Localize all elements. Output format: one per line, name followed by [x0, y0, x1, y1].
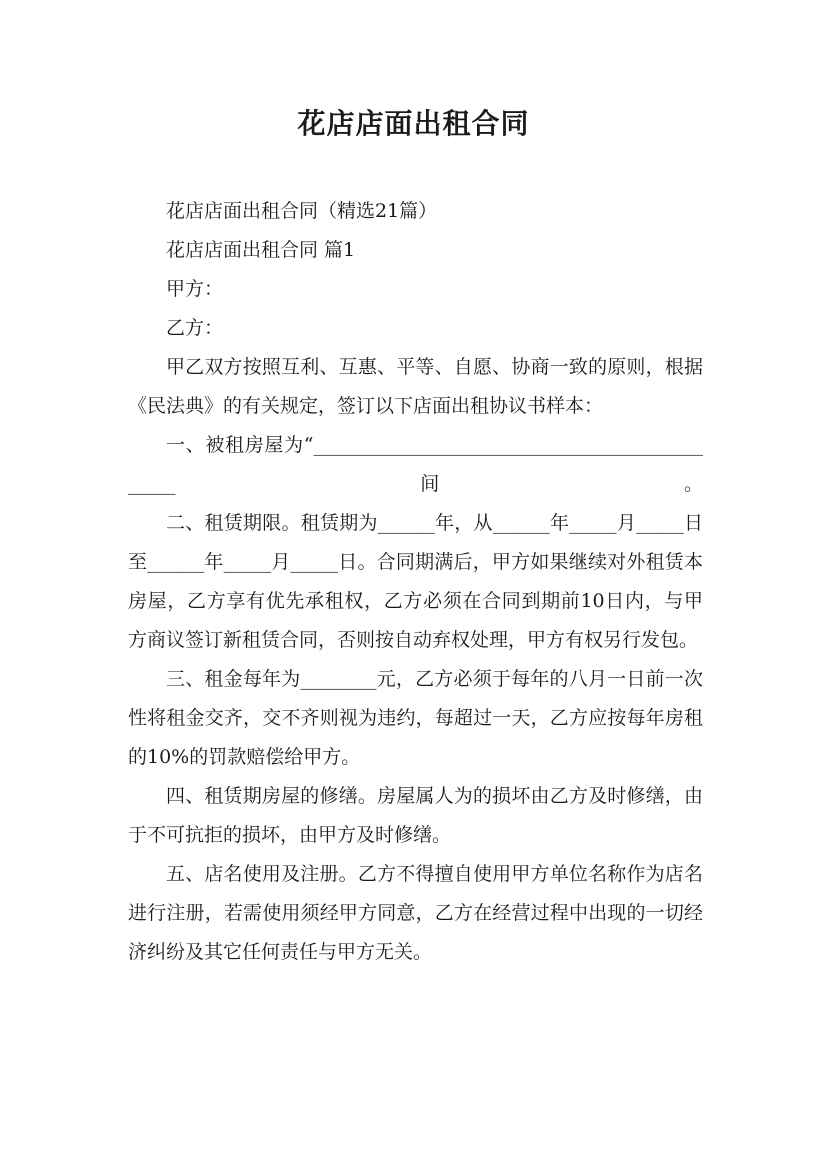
- paragraph-clause-1: 一、被租房屋为“______________________________________________间。: [128, 434, 703, 495]
- document-title: 花店店面出租合同: [297, 107, 530, 140]
- paragraph-clause-2: 二、租赁期限。租赁期为______年，从______年_____月_____日至______年_____月_____日。合同期满后，甲方如果继续对外租赁本房屋，乙方享有优先承租权，乙方必须在合同到期前10日内，与甲方商议签订新租赁合同，否则按自动弃权处理，甲方有权另行发包。: [128, 512, 703, 651]
- document-body: [128, 192, 703, 972]
- paragraph-preamble: 甲乙双方按照互利、互惠、平等、自愿、协商一致的原则，根据《民法典》的有关规定，签订以下店面出租协议书样本：: [128, 356, 703, 417]
- paragraph-party-a: 甲方：: [166, 278, 224, 300]
- paragraph-clause-5: 五、店名使用及注册。乙方不得擅自使用甲方单位名称作为店名进行注册，若需使用须经甲方同意，乙方在经营过程中出现的一切经济纠纷及其它任何责任与甲方无关。: [128, 863, 703, 963]
- paragraph-clause-3: 三、租金每年为________元，乙方必须于每年的八月一日前一次性将租金交齐，交不齐则视为违约，每超过一天，乙方应按每年房租的10%的罚款赔偿给甲方。: [128, 668, 703, 768]
- paragraph-section-heading: 花店店面出租合同 篇1: [166, 239, 356, 261]
- paragraph-party-b: 乙方：: [166, 317, 224, 339]
- paragraph-subtitle: 花店店面出租合同（精选21篇）: [166, 200, 438, 222]
- paragraph-clause-4: 四、租赁期房屋的修缮。房屋属人为的损坏由乙方及时修缮，由于不可抗拒的损坏，由甲方及时修缮。: [128, 785, 703, 846]
